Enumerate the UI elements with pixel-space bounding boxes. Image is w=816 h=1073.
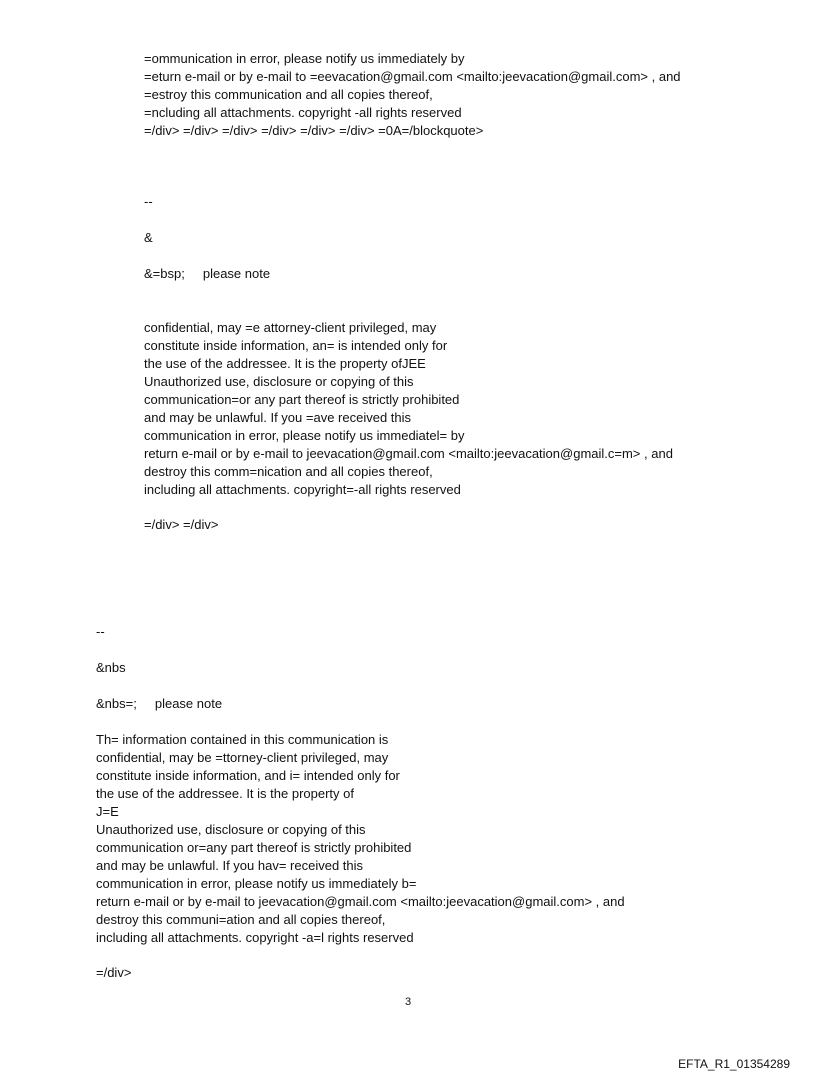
text-line: confidential, may be =ttorney-client privileged, may xyxy=(96,750,389,765)
text-line: the use of the addressee. It is the property ofJEE xyxy=(144,356,426,371)
text-line: communication or=any part thereof is strictly prohibited xyxy=(96,840,412,855)
nbsp-prefix: &=bsp; xyxy=(144,266,185,281)
text-line: Unauthorized use, disclosure or copying of this xyxy=(144,374,414,389)
closing-tags: =/div> xyxy=(96,965,132,980)
text-line: including all attachments. copyright=-all rights reserved xyxy=(144,482,461,497)
text-line: =estroy this communication and all copies thereof, xyxy=(144,87,433,102)
text-line: =ommunication in error, please notify us immediately by xyxy=(144,51,465,66)
text-line: constitute inside information, an= is intended only for xyxy=(144,338,448,353)
closing-tags: =/div> =/div> xyxy=(144,517,219,532)
text-line: destroy this communi=ation and all copies thereof, xyxy=(96,912,386,927)
text-line: communication in error, please notify us immediately b= xyxy=(96,876,417,891)
text-line: destroy this comm=nication and all copies thereof, xyxy=(144,464,433,479)
text-line: communication in error, please notify us immediatel= by xyxy=(144,428,465,443)
please-note-line xyxy=(96,695,222,712)
text-line: =eturn e-mail or by e-mail to =eevacation@gmail.com <mailto:jeevacation@gmail.com> , and xyxy=(144,69,681,84)
text-line: return e-mail or by e-mail to jeevacation@gmail.com <mailto:jeevacation@gmail.c=m> , and xyxy=(144,446,673,461)
separator-dashes: -- xyxy=(96,624,105,639)
text-line: =ncluding all attachments. copyright -all rights reserved xyxy=(144,105,462,120)
please-note-line xyxy=(144,265,270,282)
text-line: the use of the addressee. It is the property of xyxy=(96,786,354,801)
please-note: please note xyxy=(202,266,271,281)
please-note: please note xyxy=(154,696,223,711)
text-line: including all attachments. copyright -a=l rights reserved xyxy=(96,930,414,945)
text-line: Unauthorized use, disclosure or copying of this xyxy=(96,822,366,837)
ampersand-line: & xyxy=(144,230,153,245)
text-line: =/div> =/div> =/div> =/div> =/div> =/div> =0A=/blockquote> xyxy=(144,123,484,138)
text-line: Th= information contained in this communication is xyxy=(96,732,389,747)
separator-dashes: -- xyxy=(144,194,153,209)
text-line: and may be unlawful. If you =ave received this xyxy=(144,410,412,425)
text-line: communication=or any part thereof is strictly prohibited xyxy=(144,392,460,407)
page-number: 3 xyxy=(404,996,412,1008)
text-line: return e-mail or by e-mail to jeevacation@gmail.com <mailto:jeevacation@gmail.com> , and xyxy=(96,894,625,909)
text-line: confidential, may =e attorney-client privileged, may xyxy=(144,320,437,335)
bates-number: EFTA_R1_01354289 xyxy=(678,1057,790,1071)
text-line: J=E xyxy=(96,804,119,819)
text-line: and may be unlawful. If you hav= received this xyxy=(96,858,364,873)
nbs-line: &nbs xyxy=(96,660,126,675)
text-line: constitute inside information, and i= intended only for xyxy=(96,768,400,783)
nbsp-prefix: &nbs=; xyxy=(96,696,137,711)
